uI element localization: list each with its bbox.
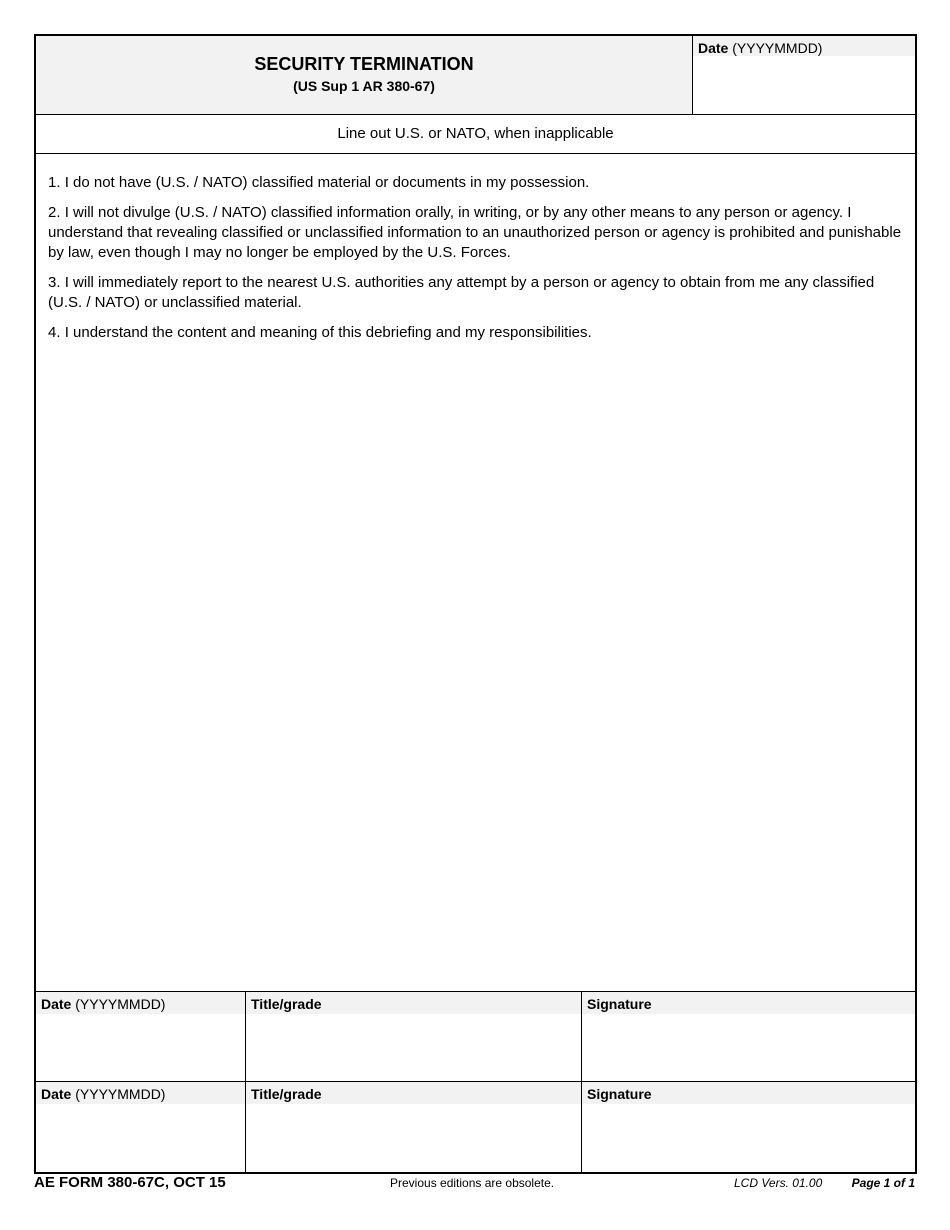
signature-row-1 — [36, 992, 915, 1082]
statement-number: 2. — [48, 204, 61, 221]
signature-label-text: Signature — [587, 996, 652, 1012]
header-date-label-bold: Date — [698, 40, 729, 56]
signature-row-1-title-cell — [246, 992, 582, 1081]
date-label-format: (YYYYMMDD) — [75, 996, 166, 1012]
row-1-date-input[interactable] — [36, 1014, 245, 1080]
signature-row-2-date-cell — [36, 1082, 246, 1173]
statement-number: 3. — [48, 274, 61, 291]
header-date-label — [693, 36, 915, 56]
title-grade-label — [246, 992, 581, 1014]
signature-table — [36, 991, 915, 1173]
title-grade-label-text: Title/grade — [251, 996, 322, 1012]
title-grade-label-text: Title/grade — [251, 1086, 322, 1102]
date-label-bold: Date — [41, 1086, 72, 1102]
header-date-label-format: (YYYYMMDD) — [732, 40, 823, 56]
signature-row-1-signature-cell — [582, 992, 915, 1081]
statement-number: 1. — [48, 174, 61, 191]
row-2-date-input[interactable] — [36, 1104, 245, 1170]
signature-row-2 — [36, 1082, 915, 1173]
statements — [48, 173, 908, 353]
date-label-format: (YYYYMMDD) — [75, 1086, 166, 1102]
row-1-title-grade-input[interactable] — [246, 1014, 581, 1080]
row-2-title-grade-input[interactable] — [246, 1104, 581, 1170]
statement-text: I do not have (U.S. / NATO) classified material or documents in my possession. — [64, 174, 590, 191]
signature-label — [582, 1082, 915, 1104]
page-number: Page 1 of 1 — [851, 1176, 915, 1190]
statement-text: I will not divulge (U.S. / NATO) classified information orally, in writing, or by any other means to any person or agency. I understand that revealing classified or unclassified information to an unauthorized person or agency is prohibited and punishable by law, even though I may no longer be employed by the U.S. Forces. — [48, 204, 902, 261]
header-date-cell — [693, 36, 915, 114]
form-id: AE FORM 380-67C, OCT 15 — [34, 1174, 226, 1191]
obsolete-note: Previous editions are obsolete. — [390, 1176, 555, 1190]
signature-label-text: Signature — [587, 1086, 652, 1102]
version-label: LCD Vers. 01.00 — [734, 1176, 823, 1190]
header-date-input[interactable] — [693, 56, 915, 114]
statement-item — [48, 203, 908, 263]
row-2-signature-input[interactable] — [582, 1104, 915, 1170]
statement-item — [48, 323, 908, 343]
signature-row-2-signature-cell — [582, 1082, 915, 1173]
form-title: SECURITY TERMINATION — [254, 54, 474, 74]
form-header — [36, 36, 915, 115]
security-termination-form — [34, 34, 917, 1174]
date-label — [36, 992, 245, 1014]
signature-row-2-title-cell — [246, 1082, 582, 1173]
date-label — [36, 1082, 245, 1104]
statement-text: I understand the content and meaning of this debriefing and my responsibilities. — [64, 324, 592, 341]
form-subtitle: (US Sup 1 AR 380-67) — [293, 78, 435, 94]
signature-label — [582, 992, 915, 1014]
title-grade-label — [246, 1082, 581, 1104]
instruction-text: Line out U.S. or NATO, when inapplicable — [36, 115, 915, 154]
date-label-bold: Date — [41, 996, 72, 1012]
row-1-signature-input[interactable] — [582, 1014, 915, 1080]
statement-text: I will immediately report to the nearest U.S. authorities any attempt by a person or agency to obtain from me any classified (U.S. / NATO) or unclassified material. — [48, 274, 875, 311]
title-cell — [36, 36, 693, 114]
statement-number: 4. — [48, 324, 61, 341]
statement-item — [48, 273, 908, 313]
form-footer — [34, 1174, 915, 1194]
signature-row-1-date-cell — [36, 992, 246, 1081]
statement-item — [48, 173, 908, 193]
